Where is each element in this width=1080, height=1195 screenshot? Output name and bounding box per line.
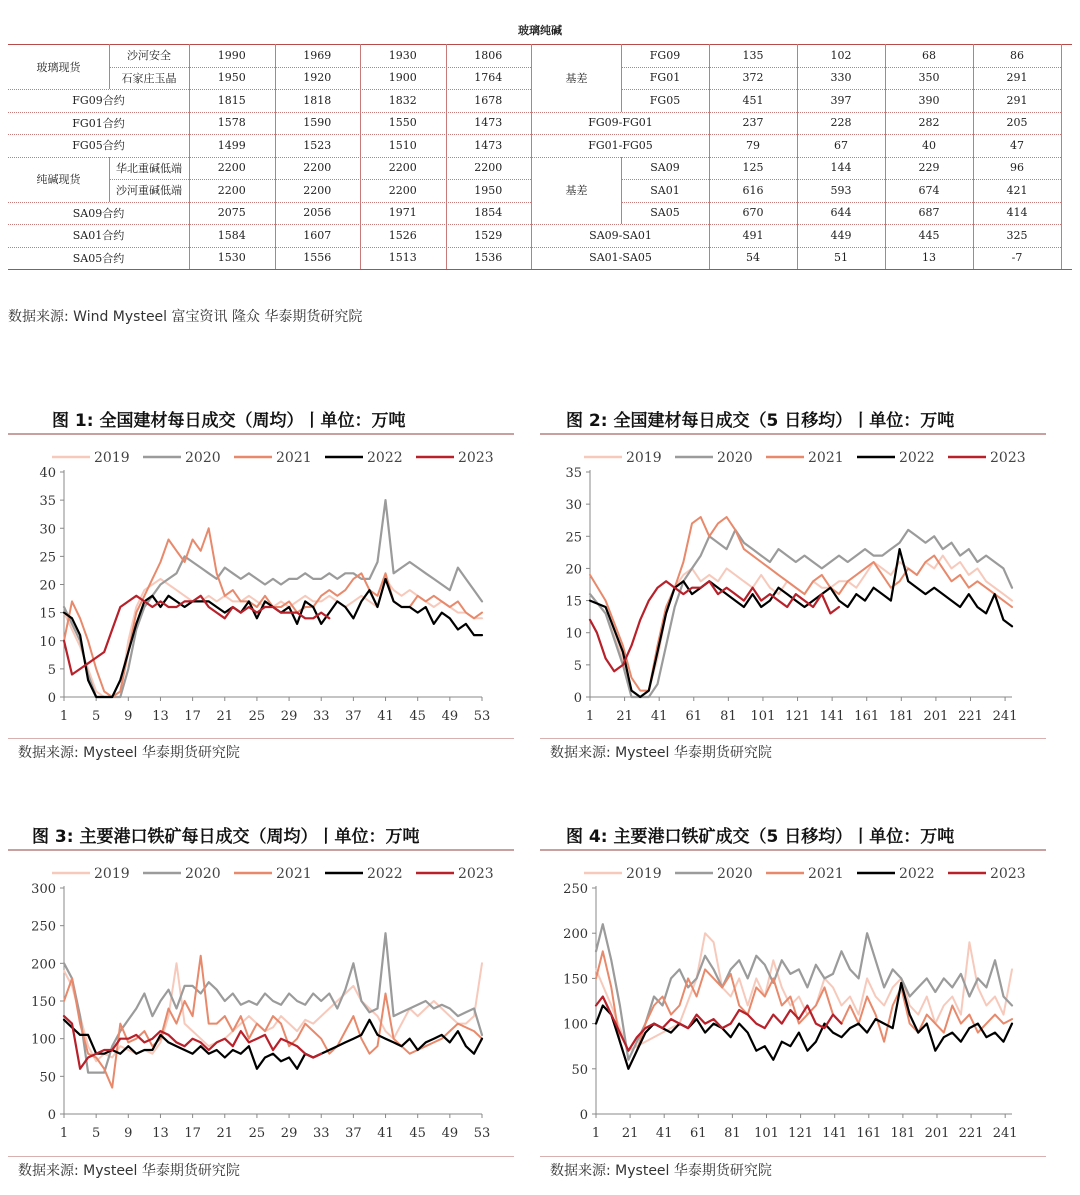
left-value-cell: 1536 <box>474 251 503 265</box>
y-tick-label: 100 <box>563 1017 588 1033</box>
left-value-cell: 1578 <box>217 116 246 130</box>
right-value-cell: 282 <box>918 116 940 130</box>
right-row-label: FG09-FG01 <box>588 116 653 130</box>
left-value-cell: 2200 <box>217 161 246 175</box>
left-value-cell: 1523 <box>303 138 332 152</box>
y-tick-label: 300 <box>31 882 56 897</box>
x-tick-label: 201 <box>923 709 949 724</box>
right-value-cell: 451 <box>742 93 764 107</box>
series-line-2020 <box>64 500 482 697</box>
left-value-cell: 1607 <box>303 228 332 242</box>
right-value-cell: 79 <box>746 138 760 152</box>
y-tick-label: 25 <box>39 550 56 566</box>
left-value-cell: 1526 <box>388 228 417 242</box>
right-value-cell: 47 <box>1010 138 1024 152</box>
left-value-cell: 1969 <box>303 48 332 62</box>
left-group-label: 纯碱现货 <box>36 173 81 186</box>
left-value-cell: 1529 <box>474 228 503 242</box>
series-line-2023 <box>64 596 329 675</box>
right-row-label: SA09-SA01 <box>589 228 652 242</box>
series-line-2020 <box>590 530 1012 697</box>
right-group-label: 基差 <box>565 184 588 198</box>
left-value-cell: 1473 <box>474 138 503 152</box>
series-line-2021 <box>64 956 482 1088</box>
right-value-cell: 616 <box>742 183 764 197</box>
x-tick-label: 121 <box>788 1126 814 1141</box>
series-line-2019 <box>596 933 1012 1050</box>
legend-label-2019: 2019 <box>626 866 662 882</box>
right-value-cell: 593 <box>830 183 852 197</box>
right-value-cell: 68 <box>922 48 936 62</box>
legend-label-2019: 2019 <box>94 866 130 882</box>
x-tick-label: 9 <box>124 1126 133 1141</box>
y-tick-label: 5 <box>47 662 56 678</box>
left-group-label: 玻璃现货 <box>36 60 81 74</box>
y-tick-label: 5 <box>573 658 582 674</box>
left-value-cell: 1930 <box>388 48 417 62</box>
left-value-cell: 1854 <box>474 206 503 220</box>
table-title: 玻璃纯碱 <box>518 24 562 37</box>
right-value-cell: 674 <box>918 183 940 197</box>
x-tick-label: 53 <box>473 709 491 724</box>
series-line-2023 <box>596 997 842 1051</box>
y-tick-label: 200 <box>563 927 588 943</box>
right-value-cell: 237 <box>742 116 764 130</box>
left-row-label: 沙河重碱低端 <box>116 184 182 198</box>
chart-foot-rule <box>8 1156 514 1157</box>
right-row-label: SA01-SA05 <box>589 251 652 265</box>
y-tick-label: 250 <box>563 882 588 897</box>
x-tick-label: 37 <box>345 709 362 724</box>
x-tick-label: 221 <box>958 709 983 724</box>
right-value-cell: 229 <box>918 161 940 175</box>
right-value-cell: 54 <box>746 251 760 265</box>
left-value-cell: 1590 <box>303 116 332 130</box>
x-tick-label: 5 <box>92 1126 101 1141</box>
y-tick-label: 10 <box>39 634 56 650</box>
x-tick-label: 5 <box>92 709 101 724</box>
left-value-cell: 1806 <box>474 48 503 62</box>
legend-label-2020: 2020 <box>717 450 753 466</box>
x-tick-label: 201 <box>924 1126 950 1141</box>
y-tick-label: 30 <box>565 498 582 514</box>
y-tick-label: 50 <box>39 1070 56 1086</box>
right-value-cell: 644 <box>830 206 852 220</box>
legend-label-2022: 2022 <box>367 450 403 466</box>
left-value-cell: 1990 <box>217 48 246 62</box>
right-value-cell: 350 <box>918 71 940 85</box>
x-tick-label: 181 <box>888 709 914 724</box>
right-value-cell: 421 <box>1006 183 1028 197</box>
x-tick-label: 37 <box>345 1126 362 1141</box>
chart-title: 图 2: 全国建材每日成交（5 日移均）丨单位：万吨 <box>566 411 955 431</box>
x-tick-label: 1 <box>59 709 69 724</box>
series-line-2019 <box>590 556 1012 697</box>
x-tick-label: 13 <box>152 1126 169 1141</box>
series-line-2022 <box>64 1020 482 1069</box>
left-value-cell: 1832 <box>388 93 417 107</box>
series-line-2019 <box>64 579 482 697</box>
x-tick-label: 33 <box>312 1126 330 1141</box>
x-tick-label: 241 <box>992 1126 1018 1141</box>
left-value-cell: 1950 <box>217 71 246 85</box>
right-value-cell: 67 <box>834 138 848 152</box>
left-value-cell: 1950 <box>474 183 503 197</box>
legend-label-2020: 2020 <box>717 866 753 882</box>
left-value-cell: 2200 <box>303 183 332 197</box>
chart-title: 图 1: 全国建材每日成交（周均）丨单位：万吨 <box>52 411 406 431</box>
x-tick-label: 29 <box>280 1126 298 1141</box>
x-tick-label: 21 <box>216 709 234 724</box>
left-row-label: 华北重碱低端 <box>116 161 182 175</box>
chart-foot-rule <box>540 738 1046 739</box>
chart-foot-rule <box>540 1156 1046 1157</box>
legend-label-2021: 2021 <box>276 450 312 466</box>
series-line-2021 <box>590 517 1012 691</box>
x-tick-label: 25 <box>248 709 266 724</box>
x-tick-label: 141 <box>822 1126 848 1141</box>
y-tick-label: 0 <box>47 1108 56 1123</box>
left-value-cell: 1815 <box>217 93 246 107</box>
x-tick-label: 161 <box>856 1126 882 1141</box>
x-tick-label: 29 <box>280 709 298 724</box>
right-value-cell: 390 <box>918 93 940 107</box>
left-value-cell: 2200 <box>388 183 417 197</box>
legend-label-2022: 2022 <box>899 866 935 882</box>
right-row-label: FG05 <box>649 93 681 107</box>
right-value-cell: 325 <box>1006 228 1028 242</box>
left-value-cell: 1764 <box>474 71 503 85</box>
right-value-cell: 670 <box>742 206 764 220</box>
right-value-cell: 372 <box>742 71 764 85</box>
series-line-2021 <box>64 528 482 697</box>
series-line-2021 <box>596 951 1012 1069</box>
table-source: 数据来源: Wind Mysteel 富宝资讯 隆众 华泰期货研究院 <box>8 309 363 325</box>
x-tick-label: 53 <box>473 1126 491 1141</box>
x-tick-label: 1 <box>59 1126 69 1141</box>
right-value-cell: 125 <box>742 161 764 175</box>
right-value-cell: 414 <box>1006 206 1028 220</box>
right-value-cell: 397 <box>830 93 852 107</box>
legend-label-2023: 2023 <box>458 866 494 882</box>
left-row-label: SA01合约 <box>72 229 125 243</box>
series-line-2022 <box>596 983 1012 1069</box>
right-row-label: FG09 <box>649 48 681 62</box>
legend-label-2020: 2020 <box>185 866 221 882</box>
right-value-cell: 491 <box>742 228 764 242</box>
right-value-cell: 228 <box>830 116 852 130</box>
right-row-label: SA05 <box>650 206 680 220</box>
legend-label-2022: 2022 <box>899 450 935 466</box>
y-tick-label: 0 <box>573 691 582 706</box>
x-tick-label: 121 <box>785 709 810 724</box>
x-tick-label: 61 <box>690 1126 707 1141</box>
right-value-cell: 205 <box>1006 116 1028 130</box>
left-value-cell: 2056 <box>303 206 332 220</box>
x-tick-label: 17 <box>184 709 201 724</box>
left-value-cell: 1530 <box>217 251 246 265</box>
right-value-cell: 102 <box>830 48 852 62</box>
chart-title: 图 3: 主要港口铁矿每日成交（周均）丨单位：万吨 <box>32 827 420 847</box>
left-value-cell: 2200 <box>303 161 332 175</box>
left-value-cell: 1510 <box>388 138 417 152</box>
legend-label-2023: 2023 <box>990 450 1026 466</box>
left-value-cell: 1678 <box>474 93 503 107</box>
right-col-divider <box>1061 44 1062 269</box>
x-tick-label: 21 <box>621 1126 639 1141</box>
chart-source: 数据来源: Mysteel 华泰期货研究院 <box>18 1163 240 1179</box>
right-value-cell: 291 <box>1006 93 1028 107</box>
table-bottom-rule <box>8 269 1072 270</box>
right-row-label: FG01-FG05 <box>588 138 653 152</box>
right-value-cell: 449 <box>830 228 852 242</box>
x-tick-label: 81 <box>720 709 737 724</box>
y-tick-label: 15 <box>565 594 582 610</box>
right-value-cell: 144 <box>830 161 852 175</box>
y-tick-label: 20 <box>565 562 582 578</box>
chart-title-rule <box>8 433 514 435</box>
y-tick-label: 35 <box>39 494 56 510</box>
x-tick-label: 101 <box>750 709 776 724</box>
left-value-cell: 1550 <box>388 116 417 130</box>
chart-title: 图 4: 主要港口铁矿成交（5 日移均）丨单位：万吨 <box>566 827 955 847</box>
x-tick-label: 21 <box>616 709 633 724</box>
left-row-label: FG09合约 <box>72 94 125 108</box>
x-tick-label: 41 <box>377 709 394 724</box>
x-tick-label: 161 <box>854 709 880 724</box>
y-tick-label: 50 <box>571 1062 588 1078</box>
y-tick-label: 20 <box>39 578 56 594</box>
series-line-2023 <box>590 581 839 671</box>
x-tick-label: 61 <box>685 709 703 724</box>
left-row-label: SA09合约 <box>72 206 125 220</box>
series-line-2020 <box>64 933 482 1072</box>
right-value-cell: 687 <box>918 206 940 220</box>
chart-title-rule <box>540 849 1046 851</box>
x-tick-label: 17 <box>184 1126 201 1141</box>
y-tick-label: 40 <box>39 466 56 481</box>
x-tick-label: 241 <box>992 709 1018 724</box>
right-value-cell: 291 <box>1006 71 1028 85</box>
series-line-2022 <box>64 579 482 697</box>
y-tick-label: 150 <box>563 972 588 988</box>
right-row-label: FG01 <box>649 71 681 85</box>
left-row-label: FG01合约 <box>72 116 125 130</box>
x-tick-label: 41 <box>377 1126 394 1141</box>
x-tick-label: 1 <box>585 709 595 724</box>
legend-label-2021: 2021 <box>808 450 844 466</box>
y-tick-label: 250 <box>31 919 56 935</box>
chart-foot-rule <box>8 738 514 739</box>
right-value-cell: 135 <box>742 48 764 62</box>
x-tick-label: 9 <box>124 709 133 724</box>
x-tick-label: 21 <box>216 1126 234 1141</box>
right-value-cell: 40 <box>922 138 936 152</box>
right-row-label: SA09 <box>650 161 680 175</box>
x-tick-label: 45 <box>409 709 426 724</box>
left-value-cell: 1920 <box>303 71 332 85</box>
right-group-label: 基差 <box>565 71 588 85</box>
y-tick-label: 0 <box>47 691 56 706</box>
left-value-cell: 2200 <box>217 183 246 197</box>
series-line-2023 <box>64 1016 321 1069</box>
left-value-cell: 1818 <box>303 93 332 107</box>
x-tick-label: 181 <box>890 1126 916 1141</box>
chart-source: 数据来源: Mysteel 华泰期货研究院 <box>550 1163 772 1179</box>
legend-label-2019: 2019 <box>94 450 130 466</box>
series-line-2019 <box>64 963 482 1061</box>
right-row-label: SA01 <box>650 183 680 197</box>
left-row-label: SA05合约 <box>72 251 125 265</box>
left-row-label: 石家庄玉晶 <box>121 71 177 85</box>
left-value-cell: 1556 <box>303 251 332 265</box>
left-value-cell: 1900 <box>388 71 417 85</box>
left-row-label: FG05合约 <box>72 139 125 153</box>
chart-title-rule <box>8 849 514 851</box>
legend-label-2019: 2019 <box>626 450 662 466</box>
chart-title-rule <box>540 433 1046 435</box>
x-tick-label: 41 <box>650 709 668 724</box>
left-value-cell: 1971 <box>388 206 417 220</box>
left-value-cell: 2075 <box>217 206 246 220</box>
x-tick-label: 49 <box>441 709 459 724</box>
legend-label-2022: 2022 <box>367 866 403 882</box>
left-value-cell: 1473 <box>474 116 503 130</box>
y-tick-label: 150 <box>31 995 56 1010</box>
legend-label-2023: 2023 <box>990 866 1026 882</box>
legend-label-2023: 2023 <box>458 450 494 466</box>
left-value-cell: 1513 <box>388 251 417 265</box>
right-value-cell: 445 <box>918 228 940 242</box>
x-tick-label: 1 <box>591 1126 601 1141</box>
y-tick-label: 10 <box>565 626 582 642</box>
x-tick-label: 25 <box>248 1126 266 1141</box>
x-tick-label: 49 <box>441 1126 459 1141</box>
y-tick-label: 200 <box>31 957 56 973</box>
legend-label-2020: 2020 <box>185 450 221 466</box>
chart-source: 数据来源: Mysteel 华泰期货研究院 <box>550 745 772 761</box>
y-tick-label: 100 <box>31 1032 56 1048</box>
right-value-cell: 51 <box>834 251 848 265</box>
series-line-2020 <box>596 924 1012 1060</box>
y-tick-label: 15 <box>39 606 56 622</box>
right-value-cell: 86 <box>1010 48 1024 62</box>
y-tick-label: 35 <box>565 466 582 481</box>
right-value-cell: 330 <box>830 71 852 85</box>
x-tick-label: 101 <box>754 1126 779 1141</box>
x-tick-label: 33 <box>312 709 330 724</box>
legend-label-2021: 2021 <box>276 866 312 882</box>
y-tick-label: 0 <box>579 1108 588 1123</box>
right-value-cell: 13 <box>922 251 936 265</box>
series-line-2022 <box>590 549 1012 697</box>
x-tick-label: 81 <box>724 1126 741 1141</box>
right-value-cell: 96 <box>1010 161 1024 175</box>
left-value-cell: 2200 <box>474 161 503 175</box>
left-row-label: 沙河安全 <box>127 49 171 63</box>
left-value-cell: 1584 <box>217 228 246 242</box>
right-value-cell: -7 <box>1011 251 1023 265</box>
y-tick-label: 25 <box>565 530 582 546</box>
x-tick-label: 45 <box>409 1126 426 1141</box>
x-tick-label: 13 <box>152 709 169 724</box>
legend-label-2021: 2021 <box>808 866 844 882</box>
y-tick-label: 30 <box>39 522 56 538</box>
chart-source: 数据来源: Mysteel 华泰期货研究院 <box>18 745 240 761</box>
left-value-cell: 1499 <box>217 138 246 152</box>
x-tick-label: 141 <box>819 709 845 724</box>
x-tick-label: 221 <box>958 1126 984 1141</box>
left-value-cell: 2200 <box>388 161 417 175</box>
x-tick-label: 41 <box>655 1126 673 1141</box>
